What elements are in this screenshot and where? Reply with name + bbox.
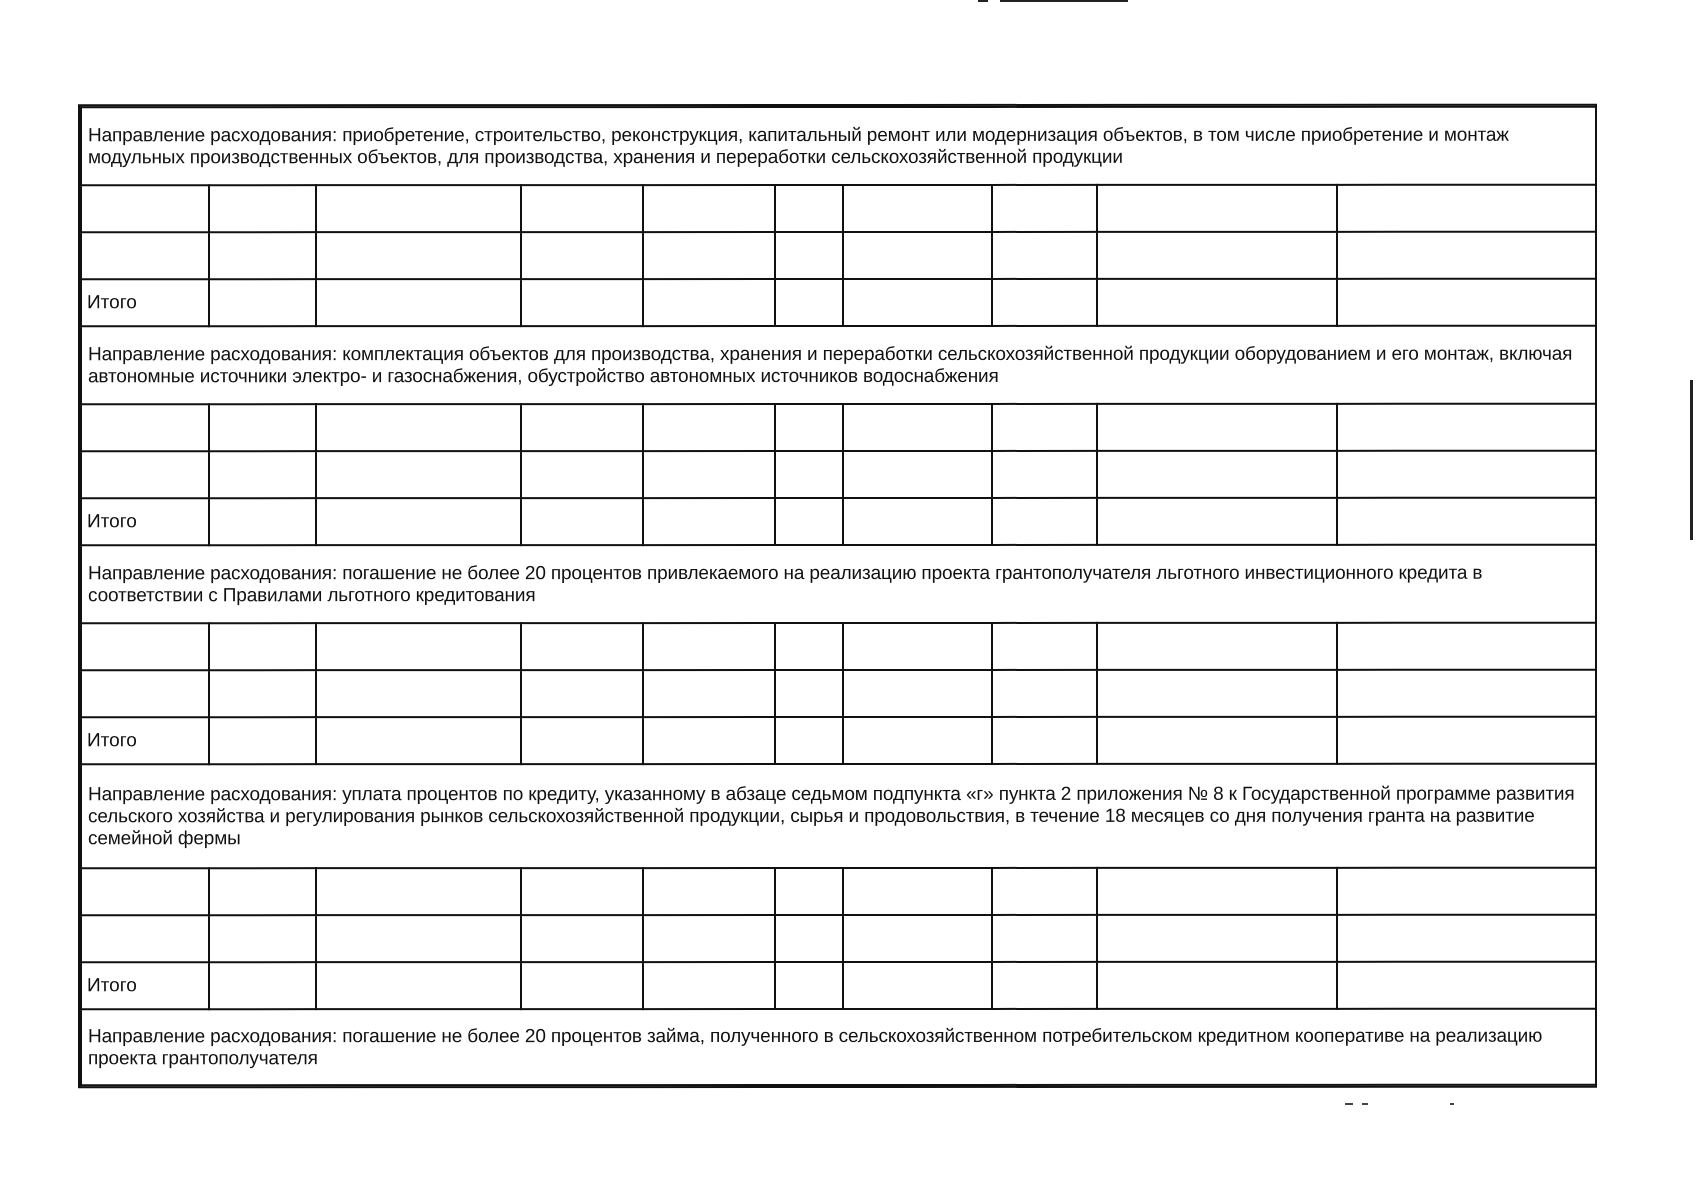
table-cell[interactable] <box>775 404 843 451</box>
table-cell[interactable] <box>209 232 316 279</box>
table-row <box>81 670 1596 718</box>
table-cell[interactable] <box>843 670 992 717</box>
table-cell[interactable] <box>643 232 775 279</box>
table-cell[interactable] <box>521 670 643 717</box>
section-header-row <box>81 764 1596 869</box>
table-cell[interactable] <box>1097 670 1337 717</box>
total-row <box>81 717 1596 765</box>
table-cell[interactable] <box>209 868 316 915</box>
table-cell[interactable] <box>81 185 209 232</box>
table-cell[interactable] <box>316 279 521 326</box>
table-cell[interactable] <box>1337 623 1596 670</box>
section-5 <box>81 1009 1596 1086</box>
table-cell[interactable] <box>1097 451 1337 498</box>
table-cell[interactable] <box>316 451 521 498</box>
table-cell[interactable] <box>1337 185 1596 232</box>
table-cell[interactable] <box>775 670 843 717</box>
table-cell[interactable] <box>775 232 843 279</box>
table-cell[interactable] <box>521 868 643 915</box>
table-cell[interactable] <box>775 185 843 232</box>
table-cell[interactable] <box>843 185 992 232</box>
table-cell[interactable] <box>992 232 1097 279</box>
table-cell[interactable] <box>843 623 992 670</box>
table-cell[interactable] <box>775 868 843 915</box>
section-header-row <box>81 1009 1596 1086</box>
table-cell[interactable] <box>643 623 775 670</box>
table-cell[interactable] <box>316 670 521 717</box>
table-cell[interactable] <box>1337 451 1596 498</box>
table-cell[interactable] <box>521 717 643 764</box>
table-cell[interactable] <box>843 279 992 326</box>
table-cell[interactable] <box>992 404 1097 451</box>
table-cell[interactable] <box>843 717 992 764</box>
expense-direction-heading: Направление расходования: погашение не более 20 процентов привлекаемого на реализацию проекта грантополучателя льготного инвестиционного кредита в соответствии с Правилами льготного кредитования <box>81 545 1596 624</box>
table-cell[interactable] <box>1097 404 1337 451</box>
expense-direction-heading: Направление расходования: приобретение, строительство, реконструкция, капитальный ремонт или модернизация объектов, в том числе приобретение и монтаж модульных производственных объектов, для производства, хранения и переработки сельскохозяйственной продукции <box>81 107 1596 186</box>
table-cell[interactable] <box>1337 279 1596 326</box>
table-cell[interactable] <box>775 962 843 1009</box>
table-cell[interactable] <box>843 962 992 1009</box>
table-cell[interactable] <box>209 915 316 962</box>
table-cell[interactable] <box>843 232 992 279</box>
section-header-row <box>81 107 1596 186</box>
table-cell[interactable] <box>643 962 775 1009</box>
table-cell[interactable] <box>775 451 843 498</box>
table-cell[interactable] <box>992 451 1097 498</box>
table-cell[interactable] <box>81 232 209 279</box>
table-cell[interactable] <box>1097 717 1337 764</box>
table-cell[interactable] <box>209 498 316 545</box>
table-cell[interactable] <box>209 185 316 232</box>
table-cell[interactable] <box>1337 232 1596 279</box>
table-cell[interactable] <box>643 279 775 326</box>
table-cell[interactable] <box>1097 232 1337 279</box>
table-cell[interactable] <box>209 670 316 717</box>
table-cell[interactable] <box>992 868 1097 915</box>
section-header-row <box>81 545 1596 624</box>
table-cell[interactable] <box>316 915 521 962</box>
table-cell[interactable] <box>843 451 992 498</box>
total-label: Итого <box>81 498 209 545</box>
table-row <box>81 404 1596 452</box>
table-cell[interactable] <box>643 185 775 232</box>
table-cell[interactable] <box>209 962 316 1009</box>
table-cell[interactable] <box>316 185 521 232</box>
table-cell[interactable] <box>775 623 843 670</box>
table-cell[interactable] <box>521 498 643 545</box>
table-cell[interactable] <box>316 232 521 279</box>
expense-direction-heading: Направление расходования: уплата процентов по кредиту, указанному в абзаце седьмом подпункта «г» пункта 2 приложения № 8 к Государственной программе развития сельского хозяйства и регулирования рынков сельскохозяйственной продукции, сырья и продовольствия, в течение 18 месяцев со дня получения гранта на развитие семейной фермы <box>81 764 1596 869</box>
expense-table-sheet <box>78 104 1597 1089</box>
table-cell[interactable] <box>1097 498 1337 545</box>
table-cell[interactable] <box>209 623 316 670</box>
table-cell[interactable] <box>1337 717 1596 764</box>
total-label: Итого <box>81 279 209 326</box>
table-cell[interactable] <box>843 498 992 545</box>
table-cell[interactable] <box>209 279 316 326</box>
table-cell[interactable] <box>643 717 775 764</box>
table-cell[interactable] <box>521 451 643 498</box>
table-cell[interactable] <box>1097 915 1337 962</box>
table-cell[interactable] <box>1337 670 1596 717</box>
table-cell[interactable] <box>316 404 521 451</box>
table-cell[interactable] <box>209 404 316 451</box>
table-cell[interactable] <box>316 962 521 1009</box>
table-cell[interactable] <box>81 451 209 498</box>
table-cell[interactable] <box>1097 185 1337 232</box>
table-cell[interactable] <box>209 451 316 498</box>
section-4 <box>81 764 1596 1010</box>
expense-direction-heading: Направление расходования: погашение не более 20 процентов займа, полученного в сельскохозяйственном потребительском кредитном кооперативе на реализацию проекта грантополучателя <box>81 1009 1596 1086</box>
table-cell[interactable] <box>81 404 209 451</box>
table-cell[interactable] <box>521 232 643 279</box>
scan-artifact <box>1345 1103 1353 1105</box>
expense-table <box>80 106 1597 1087</box>
section-3 <box>81 545 1596 765</box>
table-cell[interactable] <box>209 717 316 764</box>
table-cell[interactable] <box>81 868 209 915</box>
table-cell[interactable] <box>775 498 843 545</box>
table-cell[interactable] <box>992 717 1097 764</box>
table-cell[interactable] <box>643 498 775 545</box>
table-cell[interactable] <box>1337 404 1596 451</box>
table-cell[interactable] <box>992 670 1097 717</box>
table-cell[interactable] <box>992 279 1097 326</box>
scan-artifact <box>1450 1103 1454 1105</box>
table-cell[interactable] <box>643 670 775 717</box>
table-cell[interactable] <box>992 915 1097 962</box>
table-cell[interactable] <box>992 185 1097 232</box>
table-cell[interactable] <box>643 404 775 451</box>
total-label: Итого <box>81 962 209 1009</box>
table-cell[interactable] <box>81 670 209 717</box>
table-cell[interactable] <box>521 185 643 232</box>
total-row <box>81 279 1596 327</box>
table-cell[interactable] <box>1337 868 1596 915</box>
table-cell[interactable] <box>992 623 1097 670</box>
table-cell[interactable] <box>521 915 643 962</box>
table-cell[interactable] <box>1097 623 1337 670</box>
table-cell[interactable] <box>643 915 775 962</box>
table-cell[interactable] <box>1097 868 1337 915</box>
table-cell[interactable] <box>521 279 643 326</box>
table-cell[interactable] <box>843 404 992 451</box>
table-cell[interactable] <box>1337 915 1596 962</box>
table-cell[interactable] <box>81 915 209 962</box>
table-row <box>81 451 1596 499</box>
expense-direction-heading: Направление расходования: комплектация объектов для производства, хранения и переработки сельскохозяйственной продукции оборудованием и его монтаж, включая автономные источники электро- и газоснабжения, обустройство автономных источников водоснабжения <box>81 326 1596 405</box>
table-row <box>81 868 1596 916</box>
scan-artifact <box>1362 1103 1368 1105</box>
section-1 <box>81 107 1596 327</box>
table-cell[interactable] <box>81 623 209 670</box>
section-header-row <box>81 326 1596 405</box>
table-row <box>81 232 1596 280</box>
section-2 <box>81 326 1596 546</box>
total-label: Итого <box>81 717 209 764</box>
table-cell[interactable] <box>992 962 1097 1009</box>
table-row <box>81 623 1596 671</box>
table-cell[interactable] <box>643 868 775 915</box>
table-cell[interactable] <box>775 279 843 326</box>
table-cell[interactable] <box>316 498 521 545</box>
table-cell[interactable] <box>521 962 643 1009</box>
scan-artifact <box>1000 0 1128 2</box>
table-cell[interactable] <box>775 717 843 764</box>
table-row <box>81 185 1596 233</box>
scan-artifact <box>978 0 988 2</box>
table-cell[interactable] <box>843 868 992 915</box>
table-cell[interactable] <box>521 623 643 670</box>
table-cell[interactable] <box>316 623 521 670</box>
total-row <box>81 962 1596 1010</box>
table-cell[interactable] <box>1097 962 1337 1009</box>
table-cell[interactable] <box>775 915 843 962</box>
table-cell[interactable] <box>316 868 521 915</box>
table-cell[interactable] <box>521 404 643 451</box>
table-cell[interactable] <box>1097 279 1337 326</box>
scan-artifact <box>1690 380 1693 540</box>
table-cell[interactable] <box>992 498 1097 545</box>
table-row <box>81 915 1596 963</box>
table-cell[interactable] <box>316 717 521 764</box>
table-cell[interactable] <box>643 451 775 498</box>
table-cell[interactable] <box>1337 962 1596 1009</box>
table-cell[interactable] <box>843 915 992 962</box>
total-row <box>81 498 1596 546</box>
table-cell[interactable] <box>1337 498 1596 545</box>
